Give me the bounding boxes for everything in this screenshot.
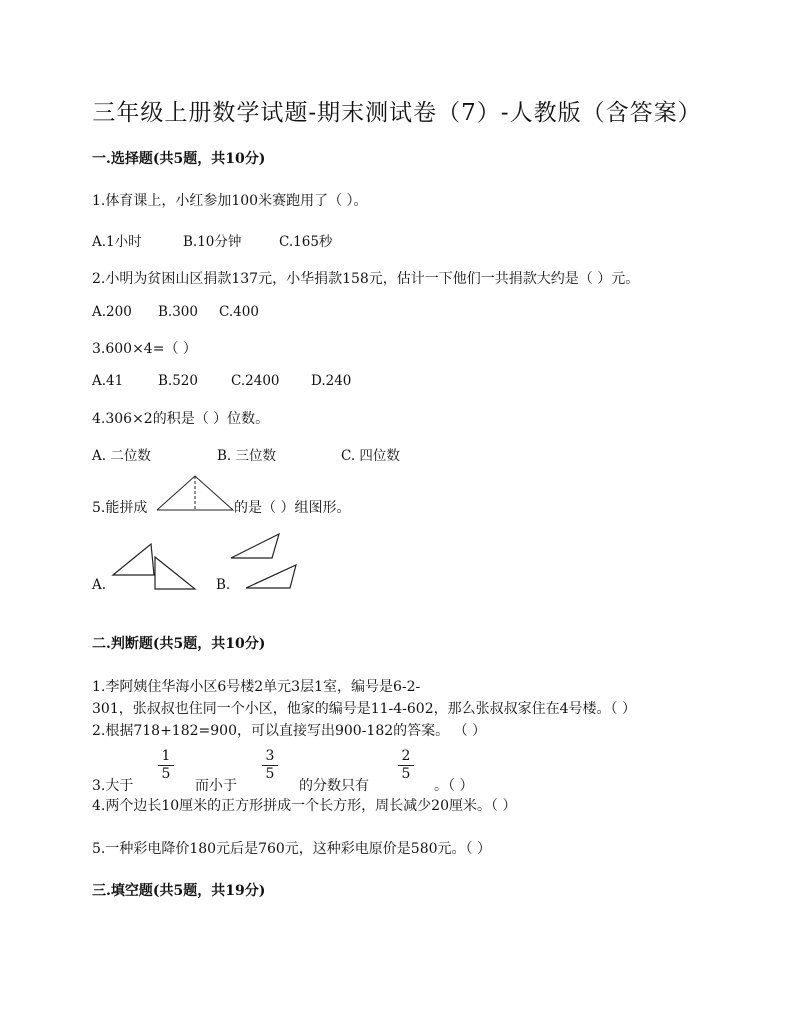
triangle-pair-a bbox=[112, 543, 197, 591]
option-a: A. 二位数 bbox=[92, 448, 151, 464]
question-1-5-suffix: 的是（ ）组图形。 bbox=[234, 500, 351, 516]
question-1-2: 2.小明为贫困山区捐款137元，小华捐款158元，估计一下他们一共捐款大约是（ ）元。 bbox=[92, 271, 640, 287]
question-2-1-line1: 1.李阿姨住华海小区6号楼2单元3层1室，编号是6-2- bbox=[92, 679, 421, 695]
option-c: C. 四位数 bbox=[341, 448, 400, 464]
option-b: B. 三位数 bbox=[217, 448, 277, 464]
option-a: A.41 bbox=[92, 373, 124, 389]
option-c: C.165秒 bbox=[279, 234, 333, 250]
question-2-3-mid1: 而小于 bbox=[195, 778, 237, 794]
section-heading-judgment: 二.判断题(共5题，共10分) bbox=[92, 636, 266, 652]
option-a: A.200 bbox=[92, 304, 132, 320]
section-heading-choice: 一.选择题(共5题，共10分) bbox=[92, 151, 266, 167]
question-2-1-line2: 301，张叔叔也住同一个小区，他家的编号是11-4-602，那么张叔叔家住在4号楼。（ ） bbox=[92, 701, 636, 717]
fraction-two-fifths: 2 5 bbox=[398, 749, 414, 782]
question-1-4: 4.306×2的积是（ ）位数。 bbox=[92, 411, 270, 427]
option-a: A.1小时 bbox=[92, 234, 142, 250]
fraction-three-fifths: 3 5 bbox=[262, 749, 278, 782]
option-c: C.2400 bbox=[231, 373, 280, 389]
composite-triangle-figure bbox=[155, 474, 235, 512]
question-2-4: 4.两个边长10厘米的正方形拼成一个长方形，周长减少20厘米。（ ） bbox=[92, 798, 517, 814]
option-d: D.240 bbox=[311, 373, 352, 389]
fraction-one-fifth: 1 5 bbox=[158, 749, 174, 782]
question-2-3-mid2: 的分数只有 bbox=[299, 778, 369, 794]
question-2-2: 2.根据718+182=900，可以直接写出900-182的答案。 （ ） bbox=[92, 723, 487, 739]
option-c: C.400 bbox=[219, 304, 259, 320]
question-1-3: 3.600×4=（ ） bbox=[92, 341, 197, 357]
question-1-1: 1.体育课上，小红参加100米赛跑用了（ ）。 bbox=[92, 193, 368, 209]
page-title: 三年级上册数学试题-期末测试卷（7）-人教版（含答案） bbox=[92, 100, 702, 126]
option-b: B. bbox=[216, 577, 231, 593]
option-b: B.520 bbox=[158, 373, 198, 389]
section-heading-fill-in: 三.填空题(共5题，共19分) bbox=[92, 883, 266, 899]
question-1-5-prefix: 5.能拼成 bbox=[92, 500, 148, 516]
option-b: B.10分钟 bbox=[183, 234, 242, 250]
option-b: B.300 bbox=[158, 304, 198, 320]
triangle-pair-b bbox=[230, 533, 302, 589]
question-2-3-prefix: 3.大于 bbox=[92, 778, 134, 794]
question-2-5: 5.一种彩电降价180元后是760元，这种彩电原价是580元。（ ） bbox=[92, 841, 491, 857]
question-2-3-suffix: 。（ ） bbox=[434, 778, 474, 794]
option-a: A. bbox=[92, 577, 107, 593]
